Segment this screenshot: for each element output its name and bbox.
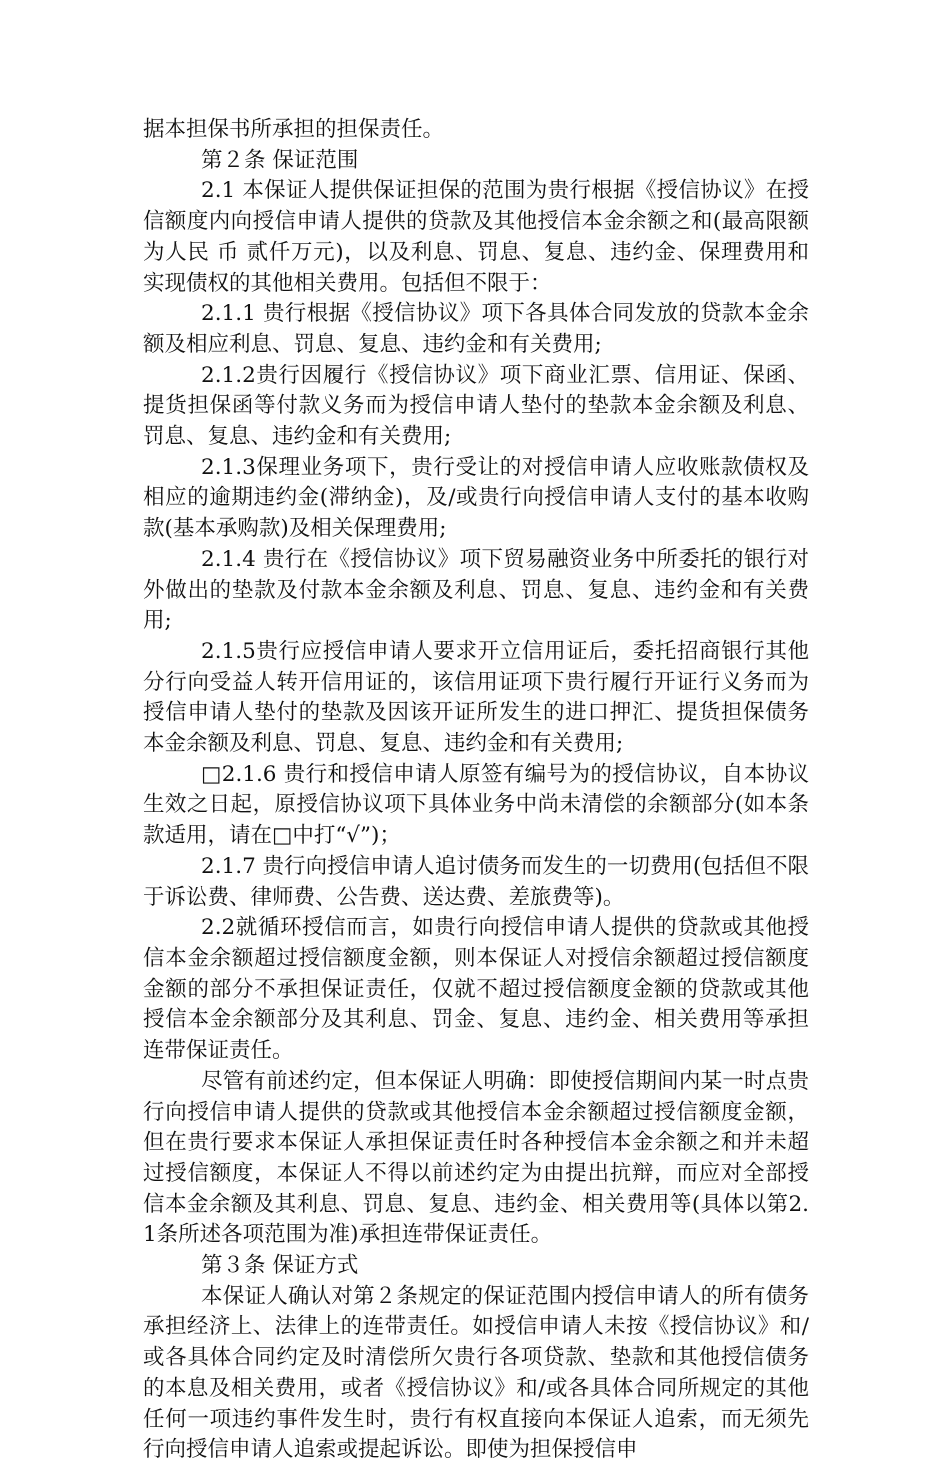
article-3-heading: 第３条 保证方式 bbox=[201, 1253, 359, 1279]
clause-2-1-2: 2.1.2贵行因履行《授信协议》项下商业汇票、信用证、保函、提货担保函等付款义务而为授信申请人垫付的垫款本金余额及利息、罚息、复息、违约金和有关费用; bbox=[143, 362, 809, 450]
clause-2-1-5: 2.1.5贵行应授信申请人要求开立信用证后，委托招商银行其他分行向受益人转开信用证的，该信用证项下贵行履行开证行义务而为授信申请人垫付的垫款及因该开证所发生的进口押汇、提货担保债务本金余额及利息、罚息、复息、违约金和有关费用; bbox=[143, 638, 809, 757]
clause-2-1-6: □2.1.6 贵行和授信申请人原签有编号为的授信协议，自本协议生效之日起，原授信协议项下具体业务中尚未清偿的余额部分(如本条款适用，请在□中打“√”)； bbox=[143, 761, 809, 849]
clause-2-2: 2.2就循环授信而言，如贵行向授信申请人提供的贷款或其他授信本金余额超过授信额度金额，则本保证人对授信余额超过授信额度金额的部分不承担保证责任，仅就不超过授信额度金额的贷款或其他授信本金余额部分及其利息、罚金、复息、违约金、相关费用等承担连带保证责任。 bbox=[143, 915, 809, 1064]
clause-2-1-4: 2.1.4 贵行在《授信协议》项下贸易融资业务中所委托的银行对外做出的垫款及付款本金余额及利息、罚息、复息、违约金和有关费用; bbox=[143, 546, 809, 634]
article-2-heading: 第２条 保证范围 bbox=[201, 147, 359, 173]
clause-2-1-3: 2.1.3保理业务项下，贵行受让的对授信申请人应收账款债权及相应的逾期违约金(滞纳金)，及/或贵行向授信申请人支付的基本收购款(基本承购款)及相关保理费用; bbox=[143, 454, 809, 542]
clause-2-1-1: 2.1.1 贵行根据《授信协议》项下各具体合同发放的贷款本金余额及相应利息、罚息、复息、违约金和有关费用; bbox=[143, 301, 809, 357]
article-3-body: 本保证人确认对第２条规定的保证范围内授信申请人的所有债务承担经济上、法律上的连带责任。如授信申请人未按《授信协议》和/或各具体合同约定及时清偿所欠贵行各项贷款、垫款和其他授信债务的本息及相关费用，或者《授信协议》和/或各具体合同所规定的其他任何一项违约事件发生时，贵行有权直接向本保证人追索，而无须先行向授信申请人追索或提起诉讼。即使为担保授信申 bbox=[143, 1283, 809, 1463]
document-body bbox=[143, 115, 809, 1466]
paragraph-continuation: 据本担保书所承担的担保责任。 bbox=[143, 117, 445, 142]
clause-2-1-7: 2.1.7 贵行向授信申请人追讨债务而发生的一切费用(包括但不限于诉讼费、律师费、公告费、送达费、差旅费等)。 bbox=[143, 853, 809, 910]
clause-2-2-supplement: 尽管有前述约定，但本保证人明确：即使授信期间内某一时点贵行向授信申请人提供的贷款或其他授信本金余额超过授信额度金额，但在贵行要求本保证人承担保证责任时各种授信本金余额之和并未超过授信额度，本保证人不得以前述约定为由提出抗辩，而应对全部授信本金余额及其利息、罚息、复息、违约金、相关费用等(具体以第2.1条所述各项范围为准)承担连带保证责任。 bbox=[143, 1068, 809, 1248]
clause-2-1: 2.1 本保证人提供保证担保的范围为贵行根据《授信协议》在授信额度内向授信申请人提供的贷款及其他授信本金余额之和(最高限额为人民 币 贰仟万元)，以及利息、罚息、复息、违约金、保理费用和实现债权的其他相关费用。包括但不限于： bbox=[143, 178, 809, 296]
